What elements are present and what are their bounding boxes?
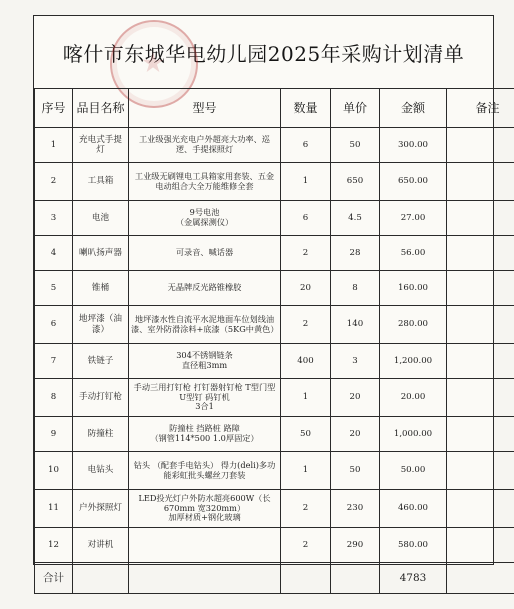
cell-price: 50 xyxy=(331,452,380,490)
header-price: 单价 xyxy=(331,89,380,128)
cell-model: 工业级无刷锂电工具箱家用套装、五金电动组合大全万能维修全套 xyxy=(129,163,281,201)
header-name: 品目名称 xyxy=(73,89,129,128)
cell-no: 9 xyxy=(35,417,73,452)
cell-no: 6 xyxy=(35,306,73,344)
cell-amount: 56.00 xyxy=(380,236,447,271)
cell-note xyxy=(447,344,514,379)
cell-price: 140 xyxy=(331,306,380,344)
cell-note xyxy=(447,163,514,201)
cell-qty: 1 xyxy=(281,379,331,417)
cell-note xyxy=(447,236,514,271)
cell-qty: 50 xyxy=(281,417,331,452)
cell-name: 铁链子 xyxy=(73,344,129,379)
header-no: 序号 xyxy=(35,89,73,128)
cell-name: 地坪漆（油漆） xyxy=(73,306,129,344)
cell-name: 电钻头 xyxy=(73,452,129,490)
cell-amount: 160.00 xyxy=(380,271,447,306)
cell-model xyxy=(129,528,281,563)
cell-no: 7 xyxy=(35,344,73,379)
cell-name: 工具箱 xyxy=(73,163,129,201)
cell-model: 可录音、喊话器 xyxy=(129,236,281,271)
cell-qty: 2 xyxy=(281,490,331,528)
cell-qty: 2 xyxy=(281,236,331,271)
total-empty-cell xyxy=(447,563,514,594)
header-note: 备注 xyxy=(447,89,514,128)
document-title: 喀什市东城华电幼儿园2025年采购计划清单 xyxy=(34,16,493,89)
cell-note xyxy=(447,128,514,163)
cell-model: 工业级强光充电户外超亮大功率、巡逻、手提探照灯 xyxy=(129,128,281,163)
cell-price: 290 xyxy=(331,528,380,563)
cell-qty: 1 xyxy=(281,163,331,201)
cell-amount: 580.00 xyxy=(380,528,447,563)
table-row xyxy=(35,452,514,490)
cell-no: 10 xyxy=(35,452,73,490)
table-header-row xyxy=(35,89,514,128)
table-row xyxy=(35,236,514,271)
cell-amount: 280.00 xyxy=(380,306,447,344)
cell-note xyxy=(447,201,514,236)
purchase-table xyxy=(34,88,514,594)
total-amount: 4783 xyxy=(380,563,447,594)
cell-amount: 460.00 xyxy=(380,490,447,528)
total-row xyxy=(35,563,514,594)
cell-amount: 650.00 xyxy=(380,163,447,201)
table-row xyxy=(35,379,514,417)
cell-name: 防撞柱 xyxy=(73,417,129,452)
cell-no: 11 xyxy=(35,490,73,528)
cell-note xyxy=(447,528,514,563)
header-qty: 数量 xyxy=(281,89,331,128)
header-model: 型号 xyxy=(129,89,281,128)
table-row xyxy=(35,344,514,379)
cell-model: 304不锈钢链条 直径粗3mm xyxy=(129,344,281,379)
cell-qty: 6 xyxy=(281,128,331,163)
cell-note xyxy=(447,417,514,452)
cell-price: 650 xyxy=(331,163,380,201)
header-amount: 金额 xyxy=(380,89,447,128)
cell-amount: 1,200.00 xyxy=(380,344,447,379)
cell-qty: 1 xyxy=(281,452,331,490)
cell-amount: 27.00 xyxy=(380,201,447,236)
cell-model: 钻头 （配套手电钻头） 得力(deli)多功能彩虹批头螺丝刀套装 xyxy=(129,452,281,490)
cell-name: 对讲机 xyxy=(73,528,129,563)
table-row xyxy=(35,528,514,563)
cell-no: 5 xyxy=(35,271,73,306)
cell-name: 充电式手提灯 xyxy=(73,128,129,163)
cell-qty: 2 xyxy=(281,306,331,344)
cell-amount: 1,000.00 xyxy=(380,417,447,452)
cell-no: 4 xyxy=(35,236,73,271)
cell-name: 电池 xyxy=(73,201,129,236)
cell-no: 8 xyxy=(35,379,73,417)
cell-model: 9号电池 （金属探测仪） xyxy=(129,201,281,236)
cell-price: 230 xyxy=(331,490,380,528)
cell-price: 8 xyxy=(331,271,380,306)
table-row xyxy=(35,490,514,528)
cell-note xyxy=(447,379,514,417)
cell-price: 20 xyxy=(331,379,380,417)
table-row xyxy=(35,271,514,306)
cell-model: 地坪漆水性自流平水泥地面车位划线油漆、室外防滑涂料+底漆（5KG中黄色） xyxy=(129,306,281,344)
cell-name: 喇叭扬声器 xyxy=(73,236,129,271)
table-row xyxy=(35,306,514,344)
cell-price: 4.5 xyxy=(331,201,380,236)
total-empty-cell xyxy=(281,563,331,594)
cell-model: 手动三用打钉枪 打钉器射钉枪 T型门型 U型钉 码钉机 3合1 xyxy=(129,379,281,417)
table-row xyxy=(35,128,514,163)
cell-name: 手动打钉枪 xyxy=(73,379,129,417)
cell-model: 无晶牌反光路锥橡胶 xyxy=(129,271,281,306)
cell-amount: 50.00 xyxy=(380,452,447,490)
total-empty-cell xyxy=(73,563,129,594)
cell-model: LED投光灯户外防水超亮600W（长670mm 宽320mm） 加厚材质+钢化玻璃 xyxy=(129,490,281,528)
cell-qty: 20 xyxy=(281,271,331,306)
cell-price: 3 xyxy=(331,344,380,379)
cell-qty: 2 xyxy=(281,528,331,563)
table-row xyxy=(35,201,514,236)
cell-note xyxy=(447,490,514,528)
cell-note xyxy=(447,306,514,344)
cell-price: 20 xyxy=(331,417,380,452)
cell-no: 2 xyxy=(35,163,73,201)
cell-note xyxy=(447,271,514,306)
total-label: 合计 xyxy=(35,563,73,594)
cell-amount: 300.00 xyxy=(380,128,447,163)
cell-price: 50 xyxy=(331,128,380,163)
cell-price: 28 xyxy=(331,236,380,271)
total-empty-cell xyxy=(129,563,281,594)
purchase-plan-sheet xyxy=(33,15,500,584)
cell-no: 1 xyxy=(35,128,73,163)
cell-name: 锥桶 xyxy=(73,271,129,306)
cell-qty: 400 xyxy=(281,344,331,379)
cell-note xyxy=(447,452,514,490)
cell-no: 12 xyxy=(35,528,73,563)
cell-qty: 6 xyxy=(281,201,331,236)
cell-model: 防撞柱 挡路桩 路障 （钢管114*500 1.0厚固定） xyxy=(129,417,281,452)
total-empty-cell xyxy=(331,563,380,594)
cell-amount: 20.00 xyxy=(380,379,447,417)
cell-name: 户外探照灯 xyxy=(73,490,129,528)
table-row xyxy=(35,163,514,201)
table-row xyxy=(35,417,514,452)
cell-no: 3 xyxy=(35,201,73,236)
